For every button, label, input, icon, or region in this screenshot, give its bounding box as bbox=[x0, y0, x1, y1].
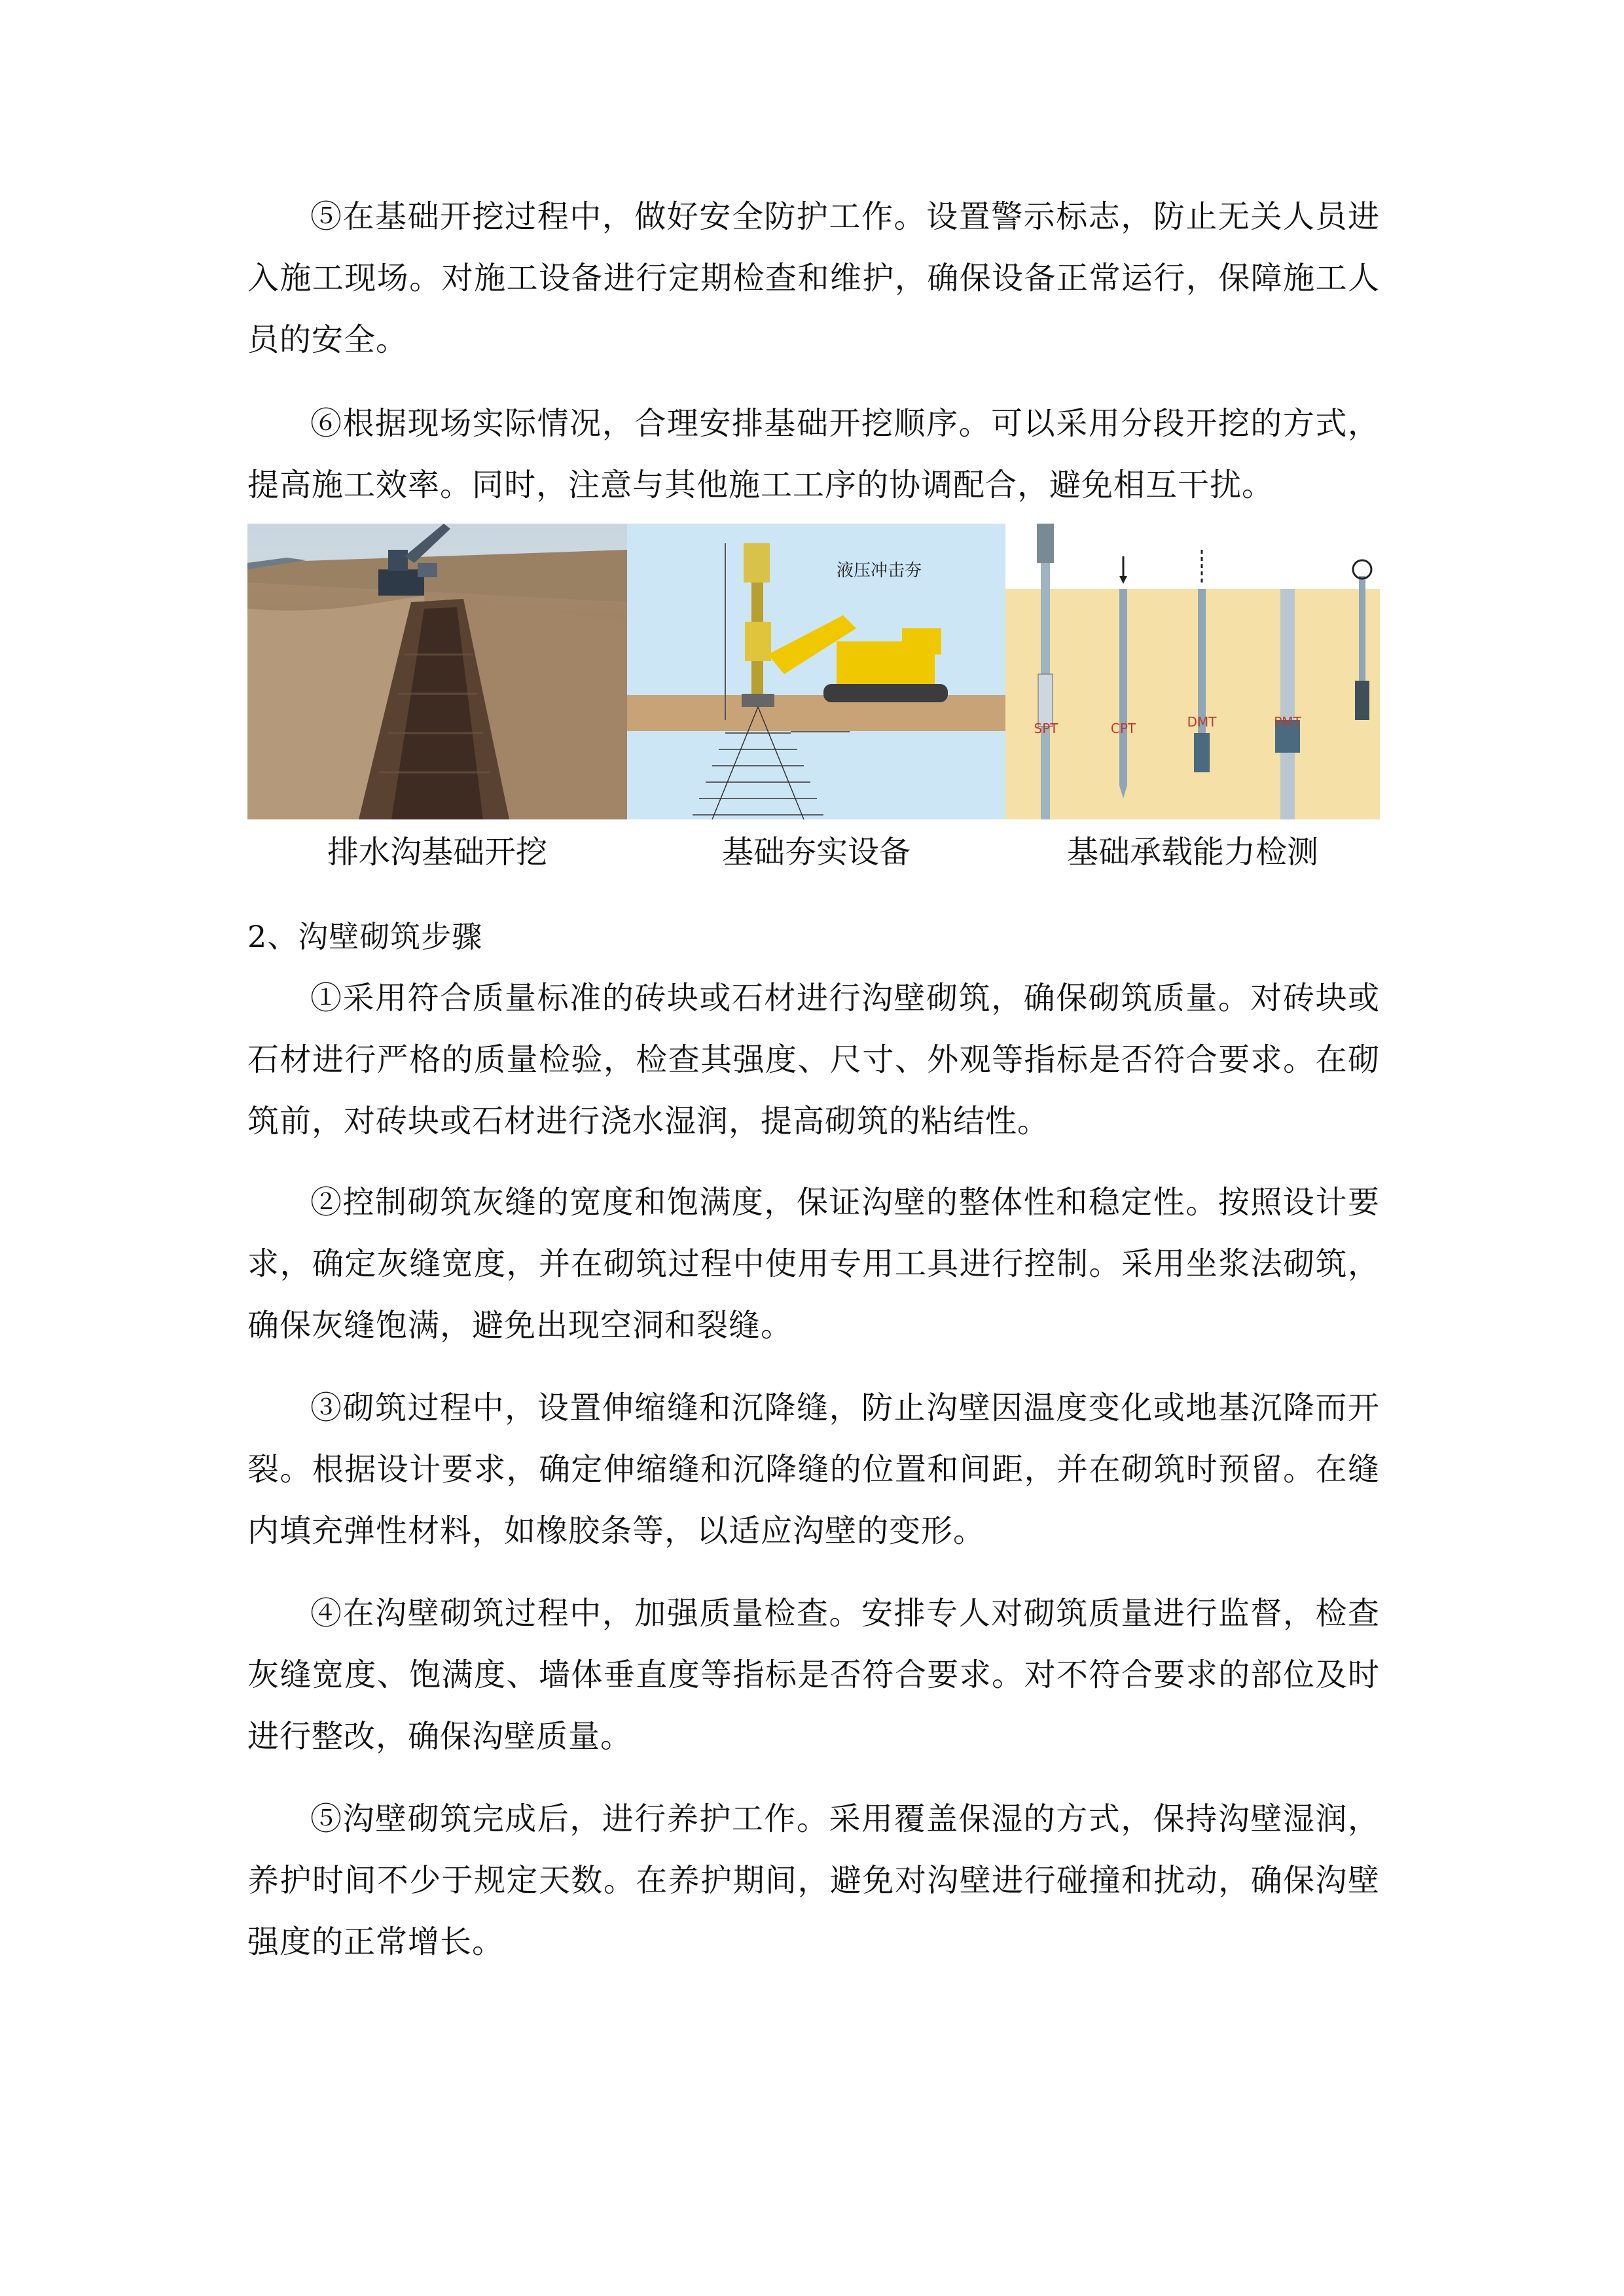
caption-compactor: 基础夯实设备 bbox=[721, 834, 911, 870]
trench-excavation-photo bbox=[247, 524, 627, 819]
paragraph-sequence: ⑥根据现场实际情况，合理安排基础开挖顺序。可以采用分段开挖的方式，提高施工效率。同时，注意与其他施工工序的协调配合，避免相互干扰。 bbox=[247, 405, 1380, 503]
figure-captions bbox=[247, 826, 1380, 878]
bearing-test-diagram bbox=[1005, 524, 1380, 819]
compactor-diagram bbox=[627, 524, 1005, 819]
paragraph-quality-check: ④在沟壁砌筑过程中，加强质量检查。安排专人对砌筑质量进行监督，检查灰缝宽度、饱满度、墙体垂直度等指标是否符合要求。对不符合要求的部位及时进行整改，确保沟壁质量。 bbox=[247, 1595, 1380, 1755]
test-dmt: DMT bbox=[1187, 714, 1217, 730]
test-pmt: PMT bbox=[1274, 714, 1301, 730]
caption-excavation: 排水沟基础开挖 bbox=[327, 834, 547, 870]
caption-bearing-test: 基础承载能力检测 bbox=[1066, 834, 1318, 870]
figure-row bbox=[247, 524, 1380, 819]
section-heading: 2、沟壁砌筑步骤 bbox=[247, 919, 483, 954]
paragraph-curing: ⑤沟壁砌筑完成后，进行养护工作。采用覆盖保湿的方式，保持沟壁湿润，养护时间不少于规定天数。在养护期间，避免对沟壁进行碰撞和扰动，确保沟壁强度的正常增长。 bbox=[247, 1801, 1380, 1960]
test-spt: SPT bbox=[1034, 721, 1058, 736]
paragraph-safety: ⑤在基础开挖过程中，做好安全防护工作。设置警示标志，防止无关人员进入施工现场。对施工设备进行定期检查和维护，确保设备正常运行，保障施工人员的安全。 bbox=[247, 198, 1380, 358]
compactor-label: 液压冲击夯 bbox=[837, 561, 922, 581]
paragraph-materials: ①采用符合质量标准的砖块或石材进行沟壁砌筑，确保砌筑质量。对砖块或石材进行严格的质量检验，检查其强度、尺寸、外观等指标是否符合要求。在砌筑前，对砖块或石材进行浇水湿润，提高砌筑的粘结性。 bbox=[247, 980, 1380, 1139]
test-cpt: CPT bbox=[1110, 721, 1136, 736]
paragraph-mortar-joints: ②控制砌筑灰缝的宽度和饱满度，保证沟壁的整体性和稳定性。按照设计要求，确定灰缝宽度，并在砌筑过程中使用专用工具进行控制。采用坐浆法砌筑，确保灰缝饱满，避免出现空洞和裂缝。 bbox=[247, 1184, 1380, 1344]
paragraph-expansion-joints: ③砌筑过程中，设置伸缩缝和沉降缝，防止沟壁因温度变化或地基沉降而开裂。根据设计要求，确定伸缩缝和沉降缝的位置和间距，并在砌筑时预留。在缝内填充弹性材料，如橡胶条等，以适应沟壁的变形。 bbox=[247, 1390, 1380, 1549]
